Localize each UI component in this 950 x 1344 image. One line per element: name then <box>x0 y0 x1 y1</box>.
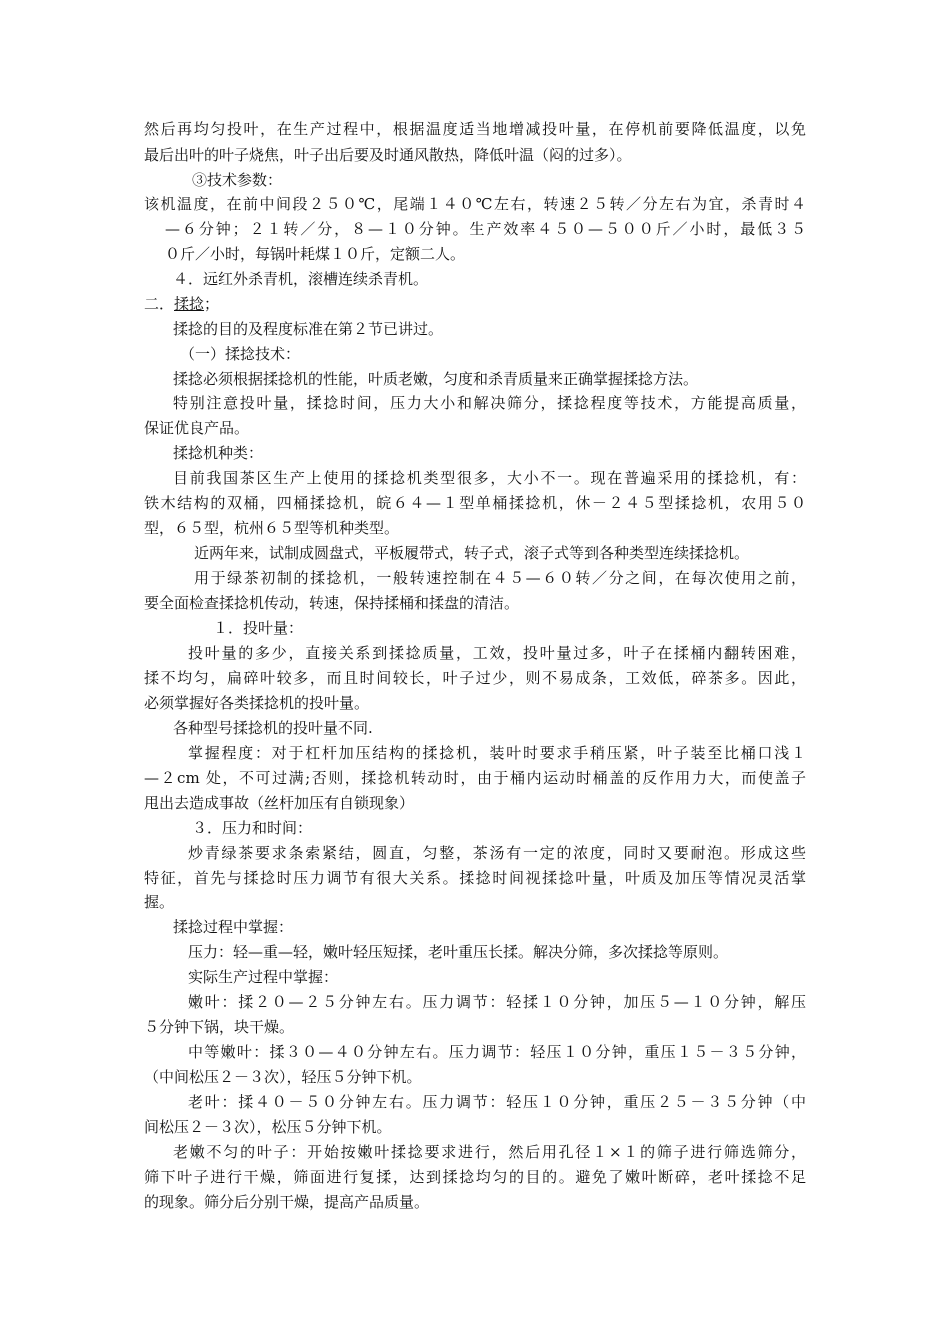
text-line: 特别注意投叶量，揉捻时间，压力大小和解决筛分，揉捻程度等技术，方能提高质量， <box>173 394 806 412</box>
text-line: 掌握程度：对于杠杆加压结构的揉捻机，装叶时要求手稍压紧，叶子装至比桶口浅１ <box>188 744 806 762</box>
text-line: 的现象。筛分后分别干燥，提高产品质量。 <box>144 1193 430 1211</box>
text-line: 特征，首先与揉捻时压力调节有很大关系。揉捻时间视揉捻叶量，叶质及加压等情况灵活掌 <box>144 869 806 887</box>
text-line: 嫩叶：揉２０—２５分钟左右。压力调节：轻揉１０分钟，加压５—１０分钟，解压 <box>188 993 806 1011</box>
text-line: 必须掌握好各类揉捻机的投叶量。 <box>144 694 370 712</box>
text-line: 投叶量的多少，直接关系到揉捻质量，工效，投叶量过多，叶子在揉桶内翻转困难， <box>188 644 806 662</box>
subheading: 揉捻机种类： <box>173 444 264 462</box>
text-line: （中间松压２－３次），轻压５分钟下机。 <box>144 1068 422 1086</box>
section-heading <box>144 294 219 314</box>
subheading: 揉捻过程中掌握： <box>173 918 294 936</box>
text-line: 间松压２－３次），松压５分钟下机。 <box>144 1118 392 1136</box>
text-line: 要全面检查揉捻机传动，转速，保持揉桶和揉盘的清洁。 <box>144 594 520 612</box>
text-line: 中等嫩叶：揉３０—４０分钟左右。压力调节：轻压１０分钟，重压１５－３５分钟， <box>188 1043 806 1061</box>
text-line: 握。 <box>144 893 175 911</box>
section-title-punctuation: ； <box>204 295 220 313</box>
text-line: 甩出去造成事故（丝杆加压有自锁现象） <box>144 794 415 812</box>
text-line: ③技术参数： <box>192 171 283 189</box>
text-line: 揉捻的目的及程度标准在第２节已讲过。 <box>173 320 444 338</box>
text-line: 铁木结构的双桶，四桶揉捻机，皖６４—１型单桶揉捻机，休－２４５型揉捻机，农用５０ <box>144 494 806 512</box>
text-line: 目前我国茶区生产上使用的揉捻机类型很多，大小不一。现在普遍采用的揉捻机，有： <box>173 469 806 487</box>
text-line: 最后出叶的叶子烧焦，叶子出后要及时通风散热，降低叶温（闷的过多）。 <box>144 146 632 164</box>
text-line: 筛下叶子进行干燥，筛面进行复揉，达到揉捻均匀的目的。避免了嫩叶断碎，老叶揉捻不足 <box>144 1168 806 1186</box>
text-line: 保证优良产品。 <box>144 419 250 437</box>
text-line: 型，６５型，杭州６５型等机种类型。 <box>144 519 400 537</box>
subheading: 实际生产过程中掌握： <box>188 968 339 986</box>
text-line: 各种型号揉捻机的投叶量不同. <box>173 719 373 737</box>
text-line: 该机温度，在前中间段２５０℃，尾端１４０℃左右，转速２５转／分左右为宜，杀青时４ <box>144 195 806 213</box>
text-line: 然后再均匀投叶，在生产过程中，根据温度适当地增减投叶量，在停机前要降低温度，以免 <box>144 120 806 138</box>
text-line: 近两年来，试制成圆盘式，平板履带式，转子式，滚子式等到各种类型连续揉捻机。 <box>194 544 750 562</box>
text-line: 炒青绿茶要求条索紧结，圆直，匀整，茶汤有一定的浓度，同时又要耐泡。形成这些 <box>188 844 806 862</box>
text-line: 揉不均匀，扁碎叶较多，而且时间较长，叶子过少，则不易成条，工效低，碎茶多。因此， <box>144 669 806 687</box>
section-number: 二． <box>144 295 175 313</box>
text-line: 揉捻必须根据揉捻机的性能，叶质老嫩，匀度和杀青质量来正确掌握揉捻方法。 <box>173 370 699 388</box>
text-line: 老叶：揉４０－５０分钟左右。压力调节：轻压１０分钟，重压２５－３５分钟（中 <box>188 1093 806 1111</box>
subheading: ３．压力和时间： <box>192 819 313 837</box>
text-line: 压力：轻—重—轻，嫩叶轻压短揉，老叶重压长揉。解决分筛，多次揉捻等原则。 <box>188 943 729 961</box>
text-line: 老嫩不匀的叶子：开始按嫩叶揉捻要求进行，然后用孔径１×１的筛子进行筛选筛分， <box>173 1143 806 1161</box>
text-line: 用于绿茶初制的揉捻机，一般转速控制在４５—６０转／分之间，在每次使用之前， <box>194 569 806 587</box>
text-line: —６分钟；２１转／分，８—１０分钟。生产效率４５０—５００斤／小时，最低３５ <box>165 220 806 238</box>
text-line: —２cm 处，不可过满;否则，揉捻机转动时，由于桶内运动时桶盖的反作用力大，而使盖子 <box>144 769 806 787</box>
text-line: ０斤／小时，每锅叶耗煤１０斤，定额二人。 <box>165 245 466 263</box>
subheading: １．投叶量： <box>213 619 304 637</box>
section-title: 揉捻 <box>174 295 205 313</box>
text-line: ４．远红外杀青机，滚槽连续杀青机。 <box>173 270 429 288</box>
subheading: （一）揉捻技术： <box>180 345 301 363</box>
text-line: ５分钟下锅，块干燥。 <box>144 1018 295 1036</box>
